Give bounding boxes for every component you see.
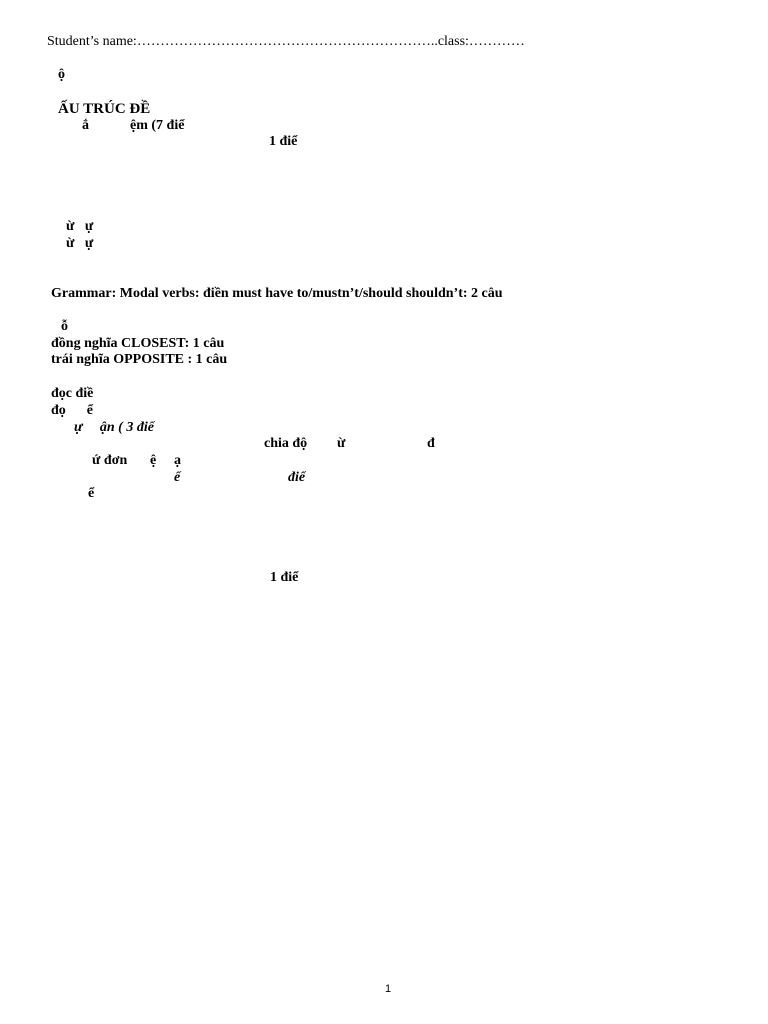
score-label: 1 điể bbox=[269, 134, 298, 149]
text-fragment: ể bbox=[88, 486, 95, 501]
text-fragment: ừ ự bbox=[66, 236, 94, 251]
grammar-line: Grammar: Modal verbs: điền must have to/mustn’t/should shouldn’t: 2 câu bbox=[51, 286, 503, 301]
text-fragment: ứ đơn bbox=[92, 453, 128, 468]
text-fragment: ừ ự bbox=[66, 219, 94, 234]
page-number: 1 bbox=[385, 983, 392, 995]
section-line: ự ận ( 3 điể bbox=[74, 420, 154, 435]
text-fragment: ắ bbox=[82, 118, 89, 133]
reading-line: đọ ể bbox=[51, 403, 93, 418]
closest-line: đồng nghĩa CLOSEST: 1 câu bbox=[51, 336, 225, 351]
text-fragment: đ bbox=[427, 436, 435, 451]
text-fragment: ộ bbox=[58, 67, 65, 82]
text-fragment: ỗ bbox=[61, 319, 68, 334]
section-title: ẤU TRÚC ĐỀ bbox=[58, 101, 151, 117]
text-fragment: ạ bbox=[174, 453, 181, 468]
opposite-line: trái nghĩa OPPOSITE : 1 câu bbox=[51, 352, 228, 367]
text-fragment: ể bbox=[174, 470, 181, 485]
score-label: 1 điể bbox=[270, 570, 299, 585]
text-fragment: ệ bbox=[150, 453, 157, 468]
text-fragment: chia độ bbox=[264, 436, 308, 451]
score-label: điể bbox=[288, 470, 306, 485]
score-label: ệm (7 điể bbox=[130, 118, 185, 133]
text-fragment: ừ bbox=[337, 436, 346, 451]
student-name-line: Student’s name:………………………………………………………..class:………… bbox=[47, 34, 525, 49]
reading-line: đọc điề bbox=[51, 386, 94, 401]
